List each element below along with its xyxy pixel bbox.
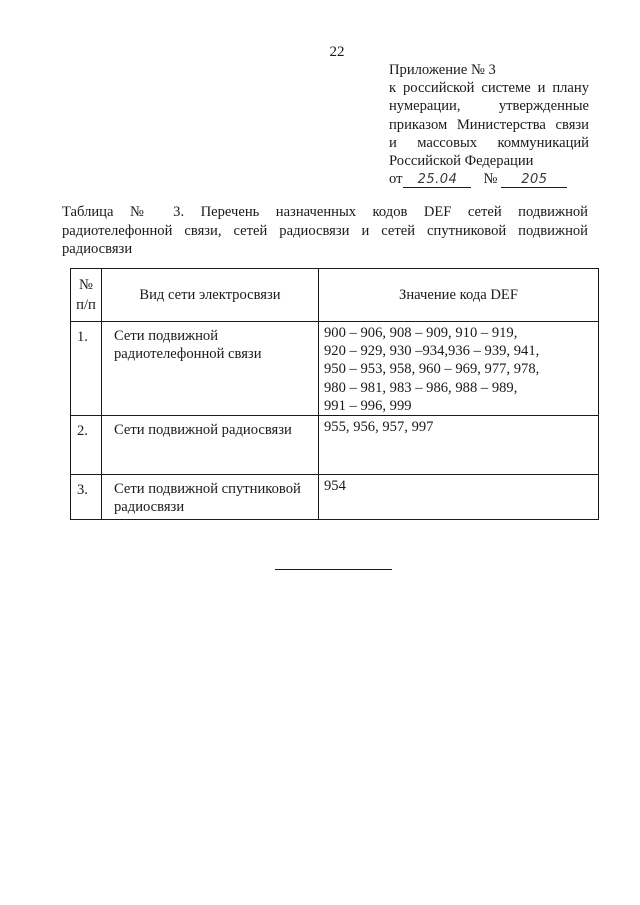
- row-def-codes: 954: [319, 475, 599, 520]
- table-row: [71, 475, 599, 520]
- def-codes-table: [70, 268, 599, 520]
- row-number: 1.: [71, 322, 102, 416]
- header-network-type: Вид сети электросвязи: [102, 269, 319, 322]
- row-network-type: Сети подвижной спутниковой радиосвязи: [102, 475, 319, 520]
- page-number: 22: [329, 44, 345, 60]
- row-network-type: Сети подвижной радиотелефонной связи: [102, 322, 319, 416]
- appendix-line: к российской системе и плану: [389, 80, 589, 97]
- caption-line: радиосвязи: [62, 241, 133, 257]
- table-row: [71, 416, 599, 475]
- table-caption: [62, 203, 588, 259]
- appendix-line: приказом Министерства связи: [389, 116, 589, 133]
- order-date-handwritten: 25.04: [403, 173, 471, 188]
- header-def-code: Значение кода DEF: [319, 269, 599, 322]
- table-header-row: [71, 269, 599, 322]
- number-prefix: №: [483, 171, 498, 188]
- closing-rule-divider: [275, 569, 392, 570]
- table-row: [71, 322, 599, 416]
- row-def-codes: 955, 956, 957, 997: [319, 416, 599, 475]
- header-number: № п/п: [71, 269, 102, 322]
- row-number: 2.: [71, 416, 102, 475]
- row-number: 3.: [71, 475, 102, 520]
- order-number-handwritten: 205: [501, 173, 567, 188]
- appendix-title: Приложение № 3: [389, 62, 496, 78]
- appendix-line: нумерации, утвержденные: [389, 98, 589, 115]
- caption-line: Таблица № 3. Перечень назначенных кодов DEF сетей подвижной: [62, 204, 588, 220]
- caption-line: радиотелефонной связи, сетей радиосвязи и сетей спутниковой подвижной: [62, 222, 588, 239]
- order-date-line: [389, 170, 589, 188]
- appendix-line: Российской Федерации: [389, 153, 534, 170]
- date-prefix: от: [389, 171, 403, 188]
- appendix-header: [389, 61, 589, 188]
- row-def-codes: 900 – 906, 908 – 909, 910 – 919, 920 – 929, 930 –934,936 – 939, 941, 950 – 953, 958, 960 – 969, 977, 978, 980 – 981, 983 – 986, 988 – 989, 991 – 996, 999: [319, 322, 599, 416]
- appendix-line: и массовых коммуникаций: [389, 134, 589, 151]
- row-network-type: Сети подвижной радиосвязи: [102, 416, 319, 475]
